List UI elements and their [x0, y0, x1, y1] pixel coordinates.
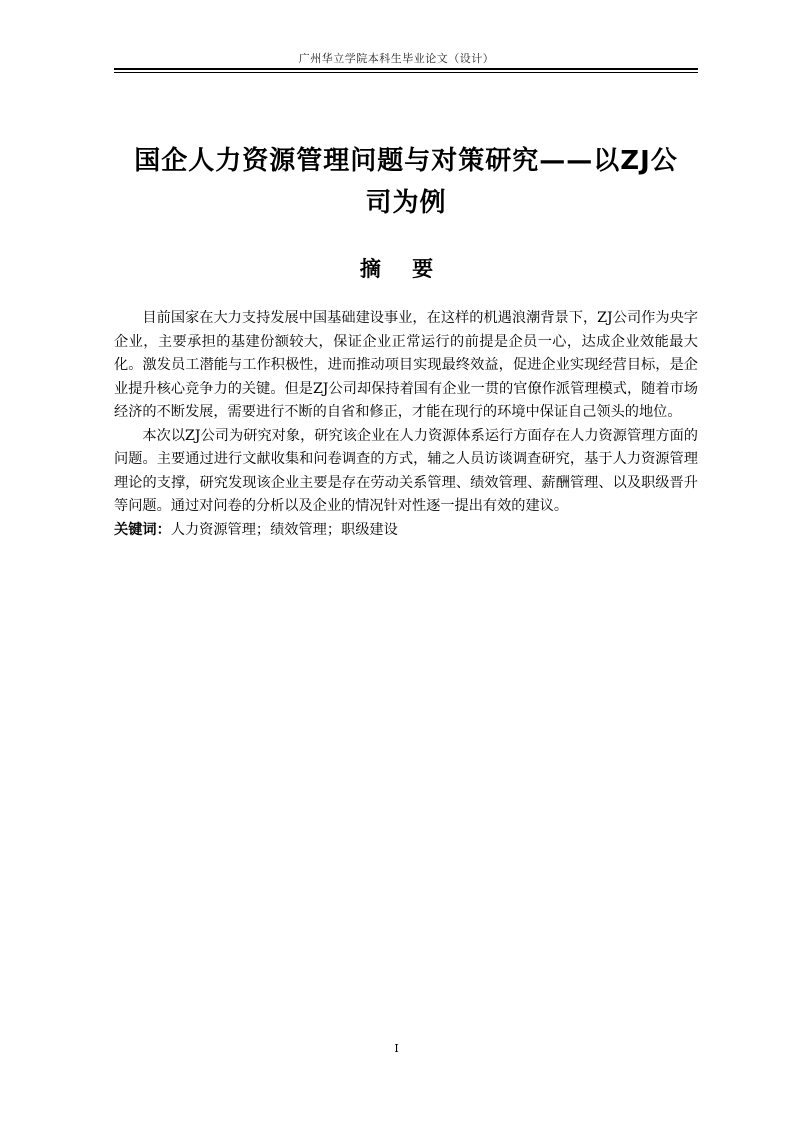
thesis-title: [114, 140, 698, 224]
abstract-heading: 摘 要: [359, 257, 446, 281]
keywords-value: 人力资源管理；绩效管理；职级建设: [170, 521, 398, 538]
running-header: 广州华立学院本科生毕业论文（设计）: [298, 52, 495, 65]
thesis-title-line-1: 国企人力资源管理问题与对策研究——以ZJ公: [134, 146, 678, 176]
thesis-title-line-2: 司为例: [365, 188, 447, 218]
abstract-body: [114, 307, 698, 542]
abstract-paragraph-1: 目前国家在大力支持发展中国基础建设事业，在这样的机遇浪潮背景下，ZJ公司作为央字企业，主要承担的基建份额较大，保证企业正常运行的前提是企员一心，达成企业效能最大化。激发员工潜能与工作积极性，进而推动项目实现最终效益，促进企业实现经营目标，是企业提升核心竞争力的关键。但是ZJ公司却保持着国有企业一贯的官僚作派管理模式，随着市场经济的不断发展，需要进行不断的自省和修正，才能在现行的环境中保证自己领头的地位。: [114, 310, 698, 420]
page-number: I: [394, 1042, 399, 1055]
keywords-line: [114, 519, 698, 543]
abstract-paragraph-2: 本次以ZJ公司为研究对象，研究该企业在人力资源体系运行方面存在人力资源管理方面的问题。主要通过进行文献收集和问卷调查的方式，辅之人员访谈调查研究，基于人力资源管理理论的支撑，研究发现该企业主要是存在劳动关系管理、绩效管理、薪酬管理、以及职级晋升等问题。通过对问卷的分析以及企业的情况针对性逐一提出有效的建议。: [114, 427, 698, 514]
keywords-label: 关键词：: [114, 521, 171, 538]
header-rule: [114, 68, 698, 73]
